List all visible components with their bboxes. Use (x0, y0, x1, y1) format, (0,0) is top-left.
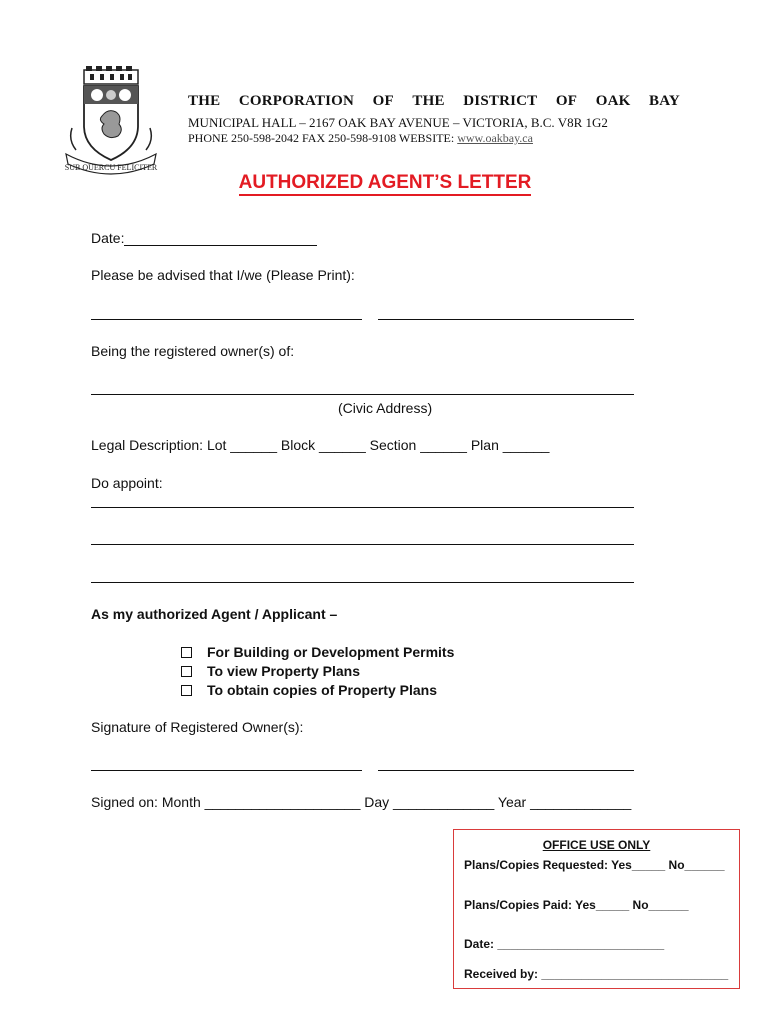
advised-label: Please be advised that I/we (Please Print): (91, 267, 355, 283)
plans-paid: Plans/Copies Paid: Yes_____ No______ (464, 898, 689, 912)
option-label: To view Property Plans (207, 663, 361, 679)
signature-line-1[interactable] (91, 770, 362, 771)
registered-owner-label: Being the registered owner(s) of: (91, 343, 295, 359)
date-label: Date: (91, 230, 125, 246)
civic-address-caption: (Civic Address) (338, 400, 433, 416)
appointee-line-1[interactable] (91, 507, 634, 508)
org-word: OAK (595, 93, 631, 109)
office-use-box (453, 829, 740, 989)
date-field-line[interactable] (124, 245, 317, 246)
municipal-address: MUNICIPAL HALL – 2167 OAK BAY AVENUE – VICTORIA, B.C. V8R 1G2 (188, 115, 608, 130)
org-word: CORPORATION (238, 93, 355, 109)
org-word: DISTRICT (463, 93, 538, 109)
plans-requested: Plans/Copies Requested: Yes_____ No______ (464, 858, 725, 872)
signature-label: Signature of Registered Owner(s): (91, 719, 304, 735)
legal-description: Legal Description: Lot ______ Block ______ Section ______ Plan ______ (91, 437, 550, 453)
contact-line (188, 131, 533, 146)
org-word: OF (372, 93, 394, 109)
civic-address-line[interactable] (91, 394, 634, 395)
website-link[interactable]: www.oakbay.ca (457, 131, 533, 145)
contact-info: PHONE 250-598-2042 FAX 250-598-9108 WEBSITE: (188, 131, 458, 145)
checkbox[interactable] (181, 647, 192, 658)
org-word: BAY (649, 93, 680, 109)
agent-label: As my authorized Agent / Applicant – (91, 606, 338, 622)
received-by: Received by: ____________________________ (464, 967, 729, 981)
option-copy-plans[interactable] (181, 682, 437, 698)
form-title-text: AUTHORIZED AGENT’S LETTER (239, 172, 532, 196)
owner-name-line-2[interactable] (378, 319, 634, 320)
organization-name (188, 93, 680, 110)
appoint-label: Do appoint: (91, 475, 163, 491)
option-label: For Building or Development Permits (207, 644, 455, 660)
checkbox[interactable] (181, 685, 192, 696)
appointee-line-3[interactable] (91, 582, 634, 583)
crest-motto: SUB QUERCU FELICITER (64, 163, 158, 172)
appointee-line-2[interactable] (91, 544, 634, 545)
owner-name-line-1[interactable] (91, 319, 362, 320)
option-building-permits[interactable] (181, 644, 454, 660)
office-use-heading: OFFICE USE ONLY (542, 838, 651, 852)
signed-on-line: Signed on: Month ____________________ Day _____________ Year _____________ (91, 794, 632, 810)
org-word: THE (412, 93, 445, 109)
org-word: THE (188, 93, 221, 109)
office-date: Date: _________________________ (464, 937, 665, 951)
oak-bay-crest-logo (64, 66, 158, 178)
signature-line-2[interactable] (378, 770, 634, 771)
option-view-plans[interactable] (181, 663, 360, 679)
form-title (0, 172, 770, 194)
option-label: To obtain copies of Property Plans (207, 682, 437, 698)
org-word: OF (555, 93, 578, 109)
checkbox[interactable] (181, 666, 192, 677)
